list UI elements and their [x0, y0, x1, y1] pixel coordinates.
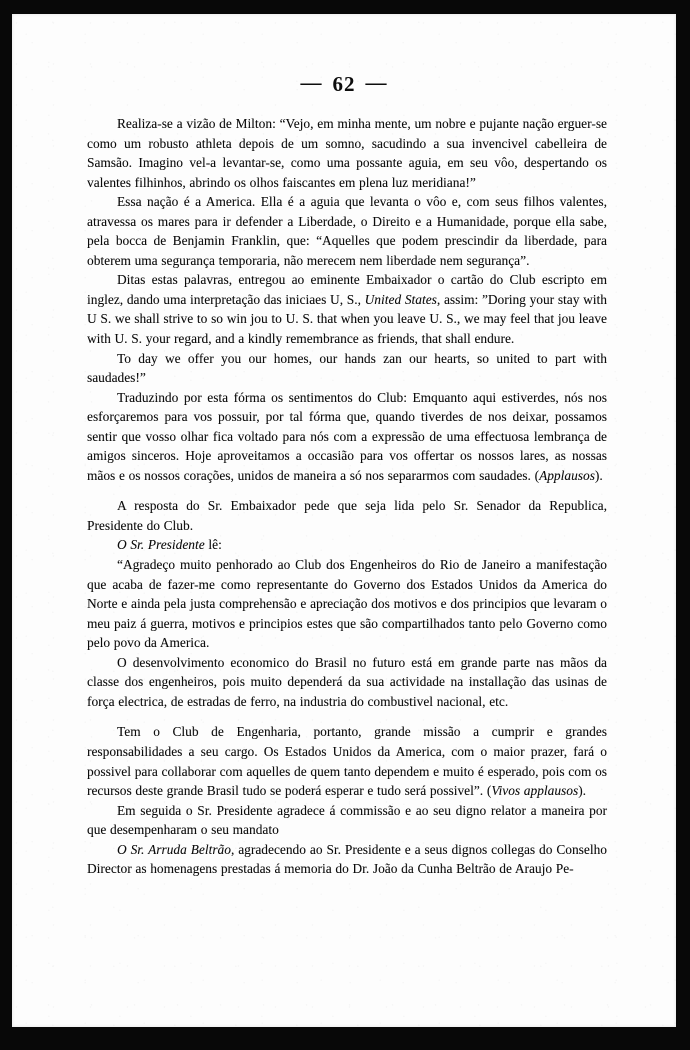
- header-dash-left: —: [300, 70, 323, 94]
- paragraph: [87, 555, 607, 653]
- italic-text-run: O Sr. Presidente: [117, 537, 205, 553]
- text-run: O desenvolvimento economico do Brasil no futuro está em grande parte nas mãos da classe dos engenheiros, pois muito dependerá da sua actividade na installação das usinas de força electrica, de estradas de ferro, na industria do combustivel nacional, etc.: [87, 654, 607, 709]
- text-run: To day we offer you our homes, our hands zan our hearts, so united to part with saudades!”: [87, 350, 607, 386]
- text-run: Tem o Club de Engenharia, portanto, grande missão a cumprir e grandes responsabilidades a seu cargo. Os Estados Unidos da America, com o maior prazer, fará o possivel para collaborar com aquelles de quem tanto dependem e muito é esperado, pois com os recursos deste grande Brasil tudo se poderá esperar e tudo será possivel”. (: [87, 724, 607, 799]
- paragraph: [87, 722, 607, 800]
- header-dash-right: —: [365, 70, 388, 94]
- paragraph: [87, 349, 607, 388]
- text-run: Ditas estas palavras, entregou ao eminente Embaixador o cartão do Club escripto em inglez, dando uma interpretação das iniciaes U, S.,: [87, 272, 607, 307]
- italic-text-run: O Sr. Arruda Beltrão: [117, 841, 231, 857]
- italic-text-run: Vivos applausos: [491, 783, 579, 799]
- paragraph: [87, 801, 607, 840]
- italic-text-run: United States: [364, 291, 437, 307]
- text-run: Traduzindo por esta fórma os sentimentos do Club: Emquanto aqui estiverdes, nós nos esforçaremos para vos possuir, por tal fórma que, quando tiverdes de nos deixar, possamos sentir que vosso olhar fica voltado para nós com a expressão de uma effectuosa lembrança de amigos sinceros. Hoje aproveitamos a occasião para vos offertar os nossos lares, as nossas mãos e os nossos corações, unidos de maneira a só nos separarmos com saudades. (: [87, 389, 607, 483]
- text-run: , assim: ”Doring your stay with U S. we shall strive to so win jou to U. S. that when you leave U. S., we may feel that jou leave with U. S. your regard, and a kindly remembrance as friends, that shall endure.: [87, 291, 607, 347]
- text-run: ).: [578, 783, 587, 799]
- page-number: 62: [332, 72, 356, 96]
- text-run: “Agradeço muito penhorado ao Club dos Engenheiros do Rio de Janeiro a manifestação que acaba de fazer-me como representante do Governo dos Estados Unidos da America do Norte e ainda pela justa comprehensão e apreciação dos motivos e dos principios que levaram o meu paiz á guerra, motivos e principios estes que são compartilhados tanto pelo Governo como pelo povo da America.: [87, 557, 607, 651]
- document-page: [12, 14, 676, 1027]
- paragraph: [87, 114, 607, 192]
- paragraph: [87, 535, 607, 555]
- text-run: Realiza-se a vizão de Milton: “Vejo, em minha mente, um nobre e pujante nação erguer-se como um robusto athleta depois de um somno, sacudindo a sua invencivel cabelleira de Samsão. Imagino vel-a levantar-se, como uma possante aguia, em seu vôo, despertando os valentes filhinhos, abrindo os olhos faiscantes em plena luz meridiana!”: [87, 116, 607, 190]
- paragraph: [87, 840, 607, 879]
- text-run: Em seguida o Sr. Presidente agradece á commissão e ao seu digno relator a maneira por que desempenharam o seu mandato: [87, 802, 607, 838]
- paragraph: [87, 496, 607, 535]
- text-run: Essa nação é a America. Ella é a aguia que levanta o vôo e, com seus filhos valentes, atravessa os mares para ir defender a Liberdade, o Direito e a Humanidade, porque ella sabe, pela bocca de Benjamin Franklin, que: “Aquelles que podem prescindir da liberdade, para obterem uma segurança temporaria, não merecem nem liberdade nem segurança”.: [87, 194, 607, 268]
- text-run: , agradecendo ao Sr. Presidente e a seus dignos collegas do Conselho Director as homenagens prestadas á memoria do Dr. João da Cunha Beltrão de Araujo Pe-: [87, 841, 607, 877]
- page-number-header: [12, 72, 676, 97]
- paragraph: [87, 388, 607, 486]
- paragraph: [87, 270, 607, 348]
- text-run: A resposta do Sr. Embaixador pede que seja lida pelo Sr. Senador da Republica, Presidente do Club.: [87, 498, 607, 533]
- paragraph: [87, 192, 607, 270]
- document-body-text: [87, 114, 607, 879]
- text-run: lê:: [204, 537, 222, 553]
- italic-text-run: Applausos: [539, 467, 595, 483]
- paragraph: [87, 653, 607, 712]
- text-run: ).: [594, 467, 603, 483]
